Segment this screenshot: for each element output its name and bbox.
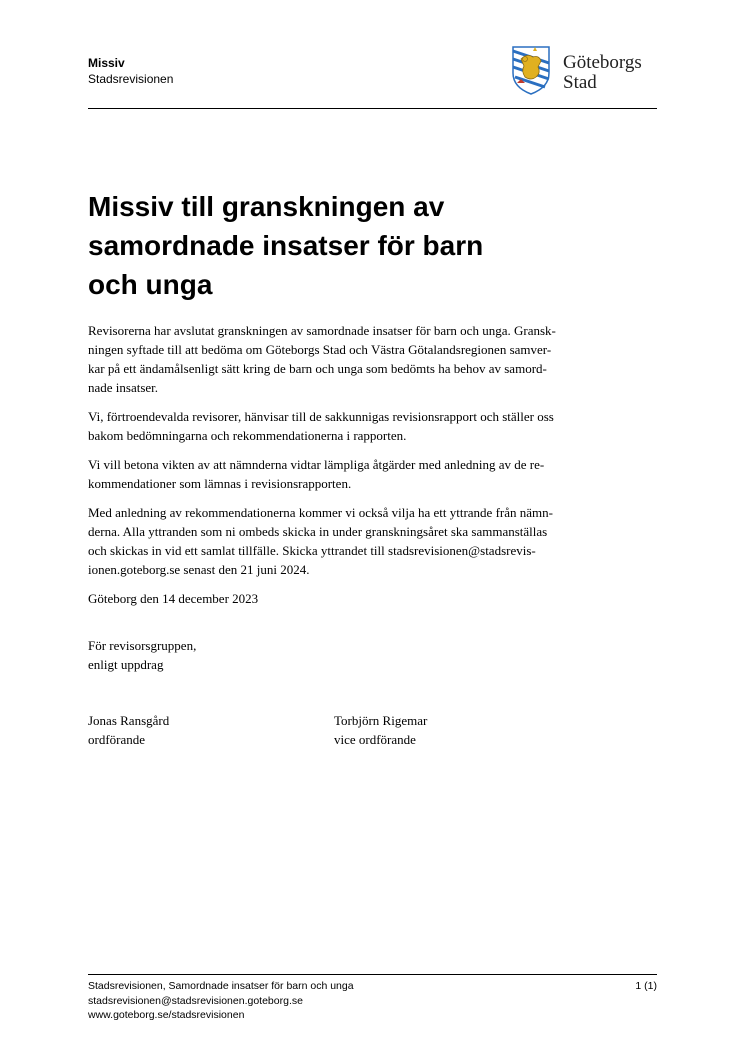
- footer-website-link[interactable]: www.goteborg.se/stadsrevisionen: [88, 1009, 245, 1021]
- logo-text-line1: Göteborgs: [563, 52, 642, 73]
- text-line: ionen.goteborg.se senast den 21 juni 2024.: [88, 562, 310, 577]
- signer-chair: [88, 711, 169, 749]
- text-line: Med anledning av rekommendationerna kommer vi också vilja ha ett yttrande från nämn-: [88, 505, 553, 520]
- text-line: derna. Alla yttranden som ni ombeds skicka in under granskningsåret ska sammanställas: [88, 524, 548, 539]
- date-line: Göteborg den 14 december 2023: [88, 591, 259, 606]
- logo-text-line2: Stad: [563, 72, 597, 93]
- goteborgs-stad-logo: [511, 45, 661, 95]
- signer-name: Torbjörn Rigemar: [334, 713, 428, 728]
- page-number: 1 (1): [635, 980, 657, 992]
- title-line: samordnade insatser för barn: [88, 230, 484, 261]
- text-line: nade insatser.: [88, 380, 159, 395]
- signer-role: ordförande: [88, 732, 146, 747]
- title-line: och unga: [88, 269, 213, 300]
- paragraph-2: [88, 407, 608, 445]
- letter-body: [88, 321, 608, 618]
- text-line: Vi vill betona vikten av att nämnderna vidtar lämpliga åtgärder med anledning av de re-: [88, 457, 545, 472]
- signature-intro-line: För revisorsgruppen,: [88, 638, 197, 653]
- header-divider: [88, 108, 657, 109]
- paragraph-1: [88, 321, 598, 397]
- goteborgs-stad-emblem-icon: [511, 45, 551, 95]
- text-line: och skickas in vid ett samlat tillfälle. Skicka yttrandet till stadsrevisionen@stadsrevis-: [88, 543, 536, 558]
- signature-intro-line: enligt uppdrag: [88, 657, 164, 672]
- document-title: [88, 187, 588, 304]
- footer-document-name: Stadsrevisionen, Samordnade insatser för barn och unga: [88, 980, 354, 992]
- header-left: [88, 55, 173, 87]
- footer: [88, 979, 354, 1023]
- text-line: kar på ett ändamålsenligt sätt kring de barn och unga som bedömts ha behov av samord-: [88, 361, 547, 376]
- paragraph-3: [88, 455, 608, 493]
- title-line: Missiv till granskningen av: [88, 191, 445, 222]
- document-type: Missiv: [88, 56, 125, 70]
- footer-email-link[interactable]: stadsrevisionen@stadsrevisionen.goteborg.se: [88, 994, 303, 1007]
- text-line: ningen syftade till att bedöma om Göteborgs Stad och Västra Götalandsregionen samver-: [88, 342, 552, 357]
- footer-divider: [88, 974, 657, 975]
- text-line: Vi, förtroendevalda revisorer, hänvisar till de sakkunnigas revisionsrapport och ställer oss: [88, 409, 554, 424]
- signer-role: vice ordförande: [334, 732, 416, 747]
- signer-name: Jonas Ransgård: [88, 713, 170, 728]
- signature-intro: [88, 636, 196, 674]
- text-line: Revisorerna har avslutat granskningen av samordnade insatser för barn och unga. Gransk-: [88, 323, 556, 338]
- organization-name: Stadsrevisionen: [88, 72, 174, 86]
- text-line: bakom bedömningarna och rekommendationerna i rapporten.: [88, 428, 407, 443]
- signer-vice-chair: [334, 711, 427, 749]
- paragraph-4: [88, 503, 608, 579]
- text-line: kommendationer som lämnas i revisionsrapporten.: [88, 476, 352, 491]
